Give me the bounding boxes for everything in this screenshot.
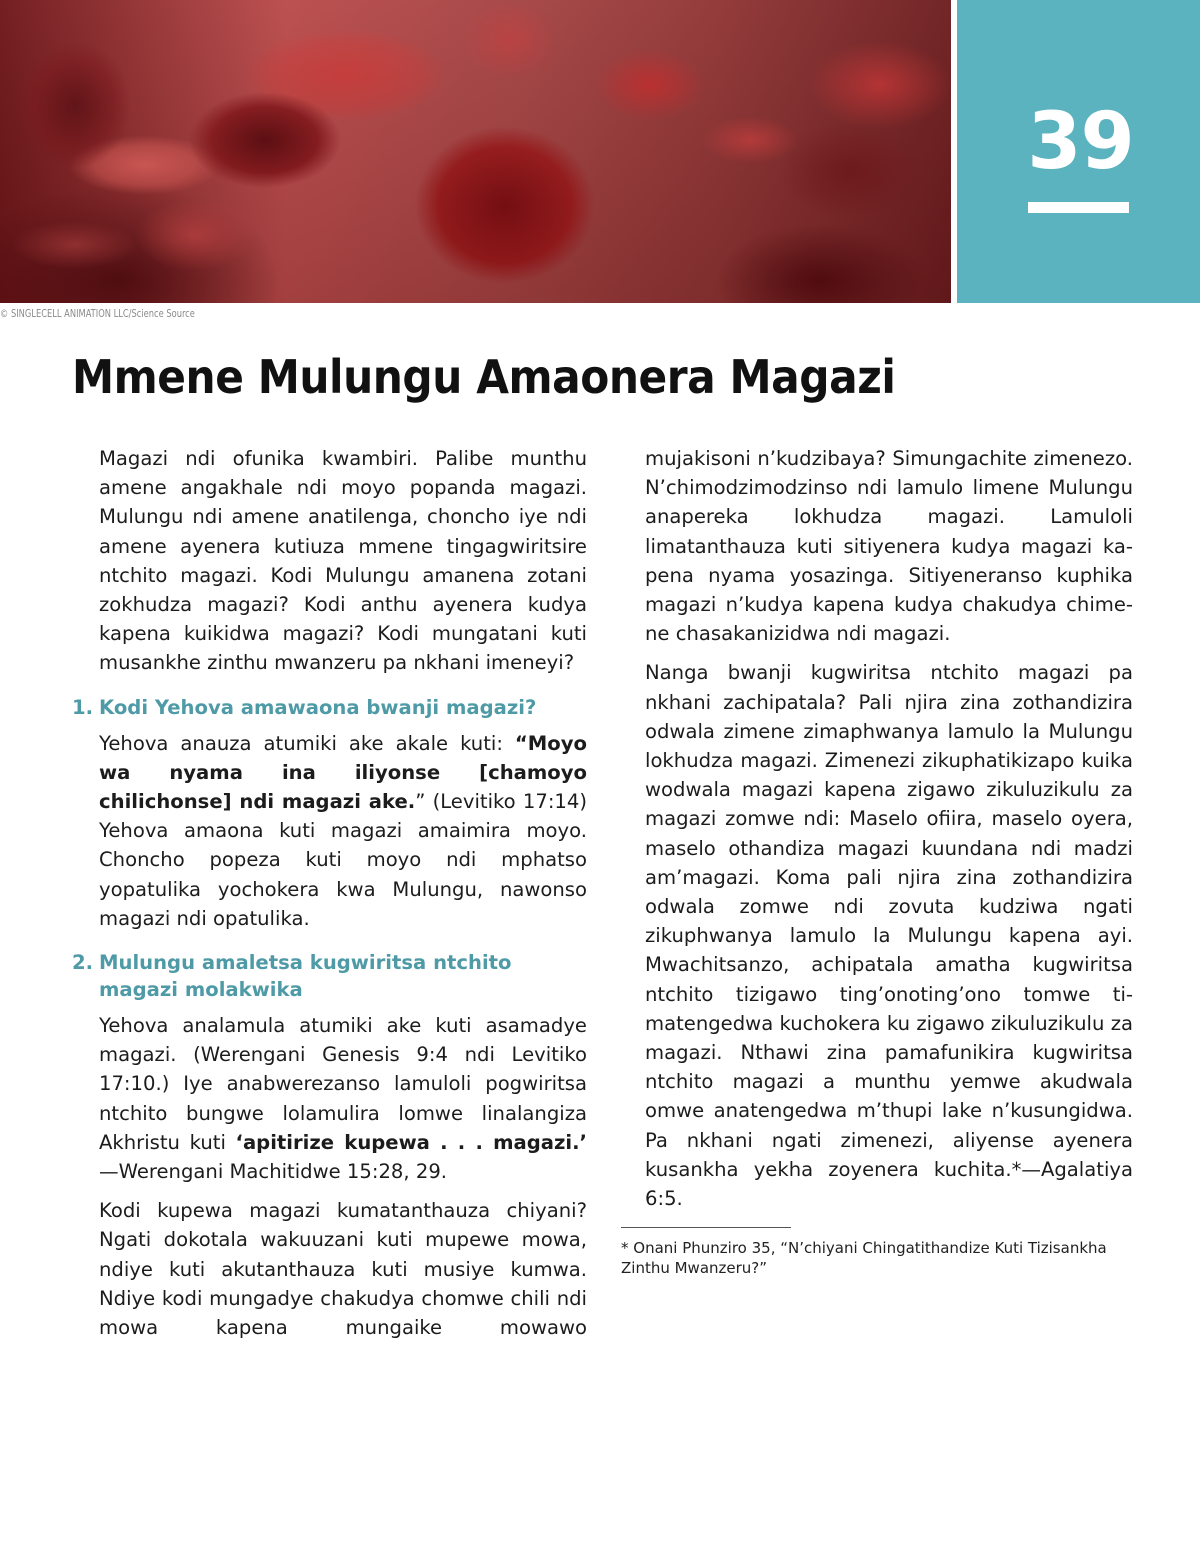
paragraph-text: Yehova analamula atumiki ake kuti asamadye magazi. (Werengani Genesis 9:4 ndi Levitiko 17:10.) Iye anabwerezanso lamuloli pogwiritsa ntchito bungwe lolamulira lomwe linalangiza Akhristu kuti (99, 1014, 587, 1154)
section-2-paragraph-3: Nanga bwanji kugwiritsa ntchito magazi pa nkhani zachipatala? Pali njira zina zothandizira odwala zimene zimaphwanya lamulo la Mulungu lokhudza magazi. Zimenezi zikuphatikizapo kuika wodwala magazi kapena zigawo zikuluzikulu za magazi zomwe ndi: Maselo ofiira, maselo oyera, maselo othandiza magazi kuundana ndi madzi am’magazi. Koma pali njira zina zothandizira odwala zomwe ndi zovuta kudziwa ngati zikuphwanya lamulo la Mulungu kapena ayi. Mwachitsanzo, achipatala amatha kugwiritsa ntchito tizigawo ting’onoting’ono tomwe timatengedwa kuchokera ku zigawo zikuluzikulu za magazi. Nthawi zina pamafunikira kugwiritsa ntchito magazi a munthu yemwe akudwala omwe anatengedwa m’thupi lake n’kusungidwa. Pa nkhani ngati zimenezi, aliyense ayenera kusankha yekha zoyenera kuchita.*—Agalatiya 6:5. (645, 661, 1133, 1211)
section-1-paragraph (99, 729, 587, 933)
chapter-number-underline (1028, 202, 1129, 213)
intro-paragraph: Magazi ndi ofunika kwambiri. Palibe munthu amene angakhale ndi moyo popanda magazi. Mulungu ndi amene anatilenga, choncho iye ndi amene ayenera kutiuza mmene tingagwiritsire ntchito magazi. Kodi Mulungu amanena zotani zokhudza magazi? Kodi anthu ayenera kudya kapena kuikidwa magazi? Kodi mungatani kuti musankhe zinthu mwanzeru pa nkhani imeneyi? (99, 447, 587, 675)
section-heading-2 (72, 949, 587, 1003)
photo-credit: © SINGLECELL ANIMATION LLC/Science Source (0, 308, 195, 320)
right-column (621, 444, 1133, 1278)
section-number: 1. (72, 695, 94, 719)
footnote-divider (621, 1227, 791, 1228)
page-title: Mmene Mulungu Amaonera Magazi (72, 350, 896, 404)
section-2-paragraph-2-part-1: Kodi kupewa magazi kumatanthauza chiyani? Ngati dokotala wakuuzani kuti mupewe mowa, ndiye kuti akutanthauza kuti musiye kumwa. Ndiye kodi mungadye chakudya chomwe chili ndi mowa kapena mungaike mowawo (99, 1199, 587, 1340)
scripture-quote-bold: ‘apitirize kupewa . . . magazi.’ (235, 1130, 587, 1154)
paragraph-text: ” (Levitiko 17:14) Yehova amaona kuti magazi amaimira moyo. Choncho popeza kuti moyo ndi mphatso yopatulika yochokera kwa Mulungu, nawonso magazi ndi opatulika. (99, 790, 588, 930)
scripture-quote-bold: “Moyo wa nyama ina iliyonse [chamoyo chilichonse] ndi magazi ake. (99, 731, 587, 814)
section-2-paragraph-2-part-2: mujakisoni n’kudzibaya? Simungachite zimenezo. N’chimodzimodzinso ndi lamulo limene Mulungu anapereka lokhudza magazi. Lamuloli limatanthauza kuti sitiyenera kudya magazi kapena nyama yosazinga. Sitiyeneranso kuphika magazi n’kudya kapena kudya chakudya chimene chasakanizidwa ndi magazi. (645, 447, 1133, 646)
chapter-number: 39 (1027, 97, 1134, 187)
paragraph-text: Yehova anauza atumiki ake akale kuti: (99, 731, 515, 755)
section-number: 2. (72, 951, 94, 975)
footnote: * Onani Phunziro 35, “N’chiyani Chingatithandize Kuti Tizisankha Zinthu Mwanzeru?” (621, 1239, 1107, 1278)
section-heading-text: Mulungu amaletsa kugwiritsa ntchito magazi molakwika (99, 951, 512, 1002)
hero-image-blood-cells (0, 0, 951, 303)
left-column (72, 444, 588, 1352)
paragraph-text: —Werengani Machitidwe 15:28, 29. (99, 1160, 448, 1184)
section-heading-text: Kodi Yehova amawaona bwanji magazi? (99, 695, 537, 719)
section-heading-1 (72, 694, 587, 721)
section-2-paragraph-1 (99, 1011, 587, 1186)
chapter-number-panel (957, 0, 1200, 303)
